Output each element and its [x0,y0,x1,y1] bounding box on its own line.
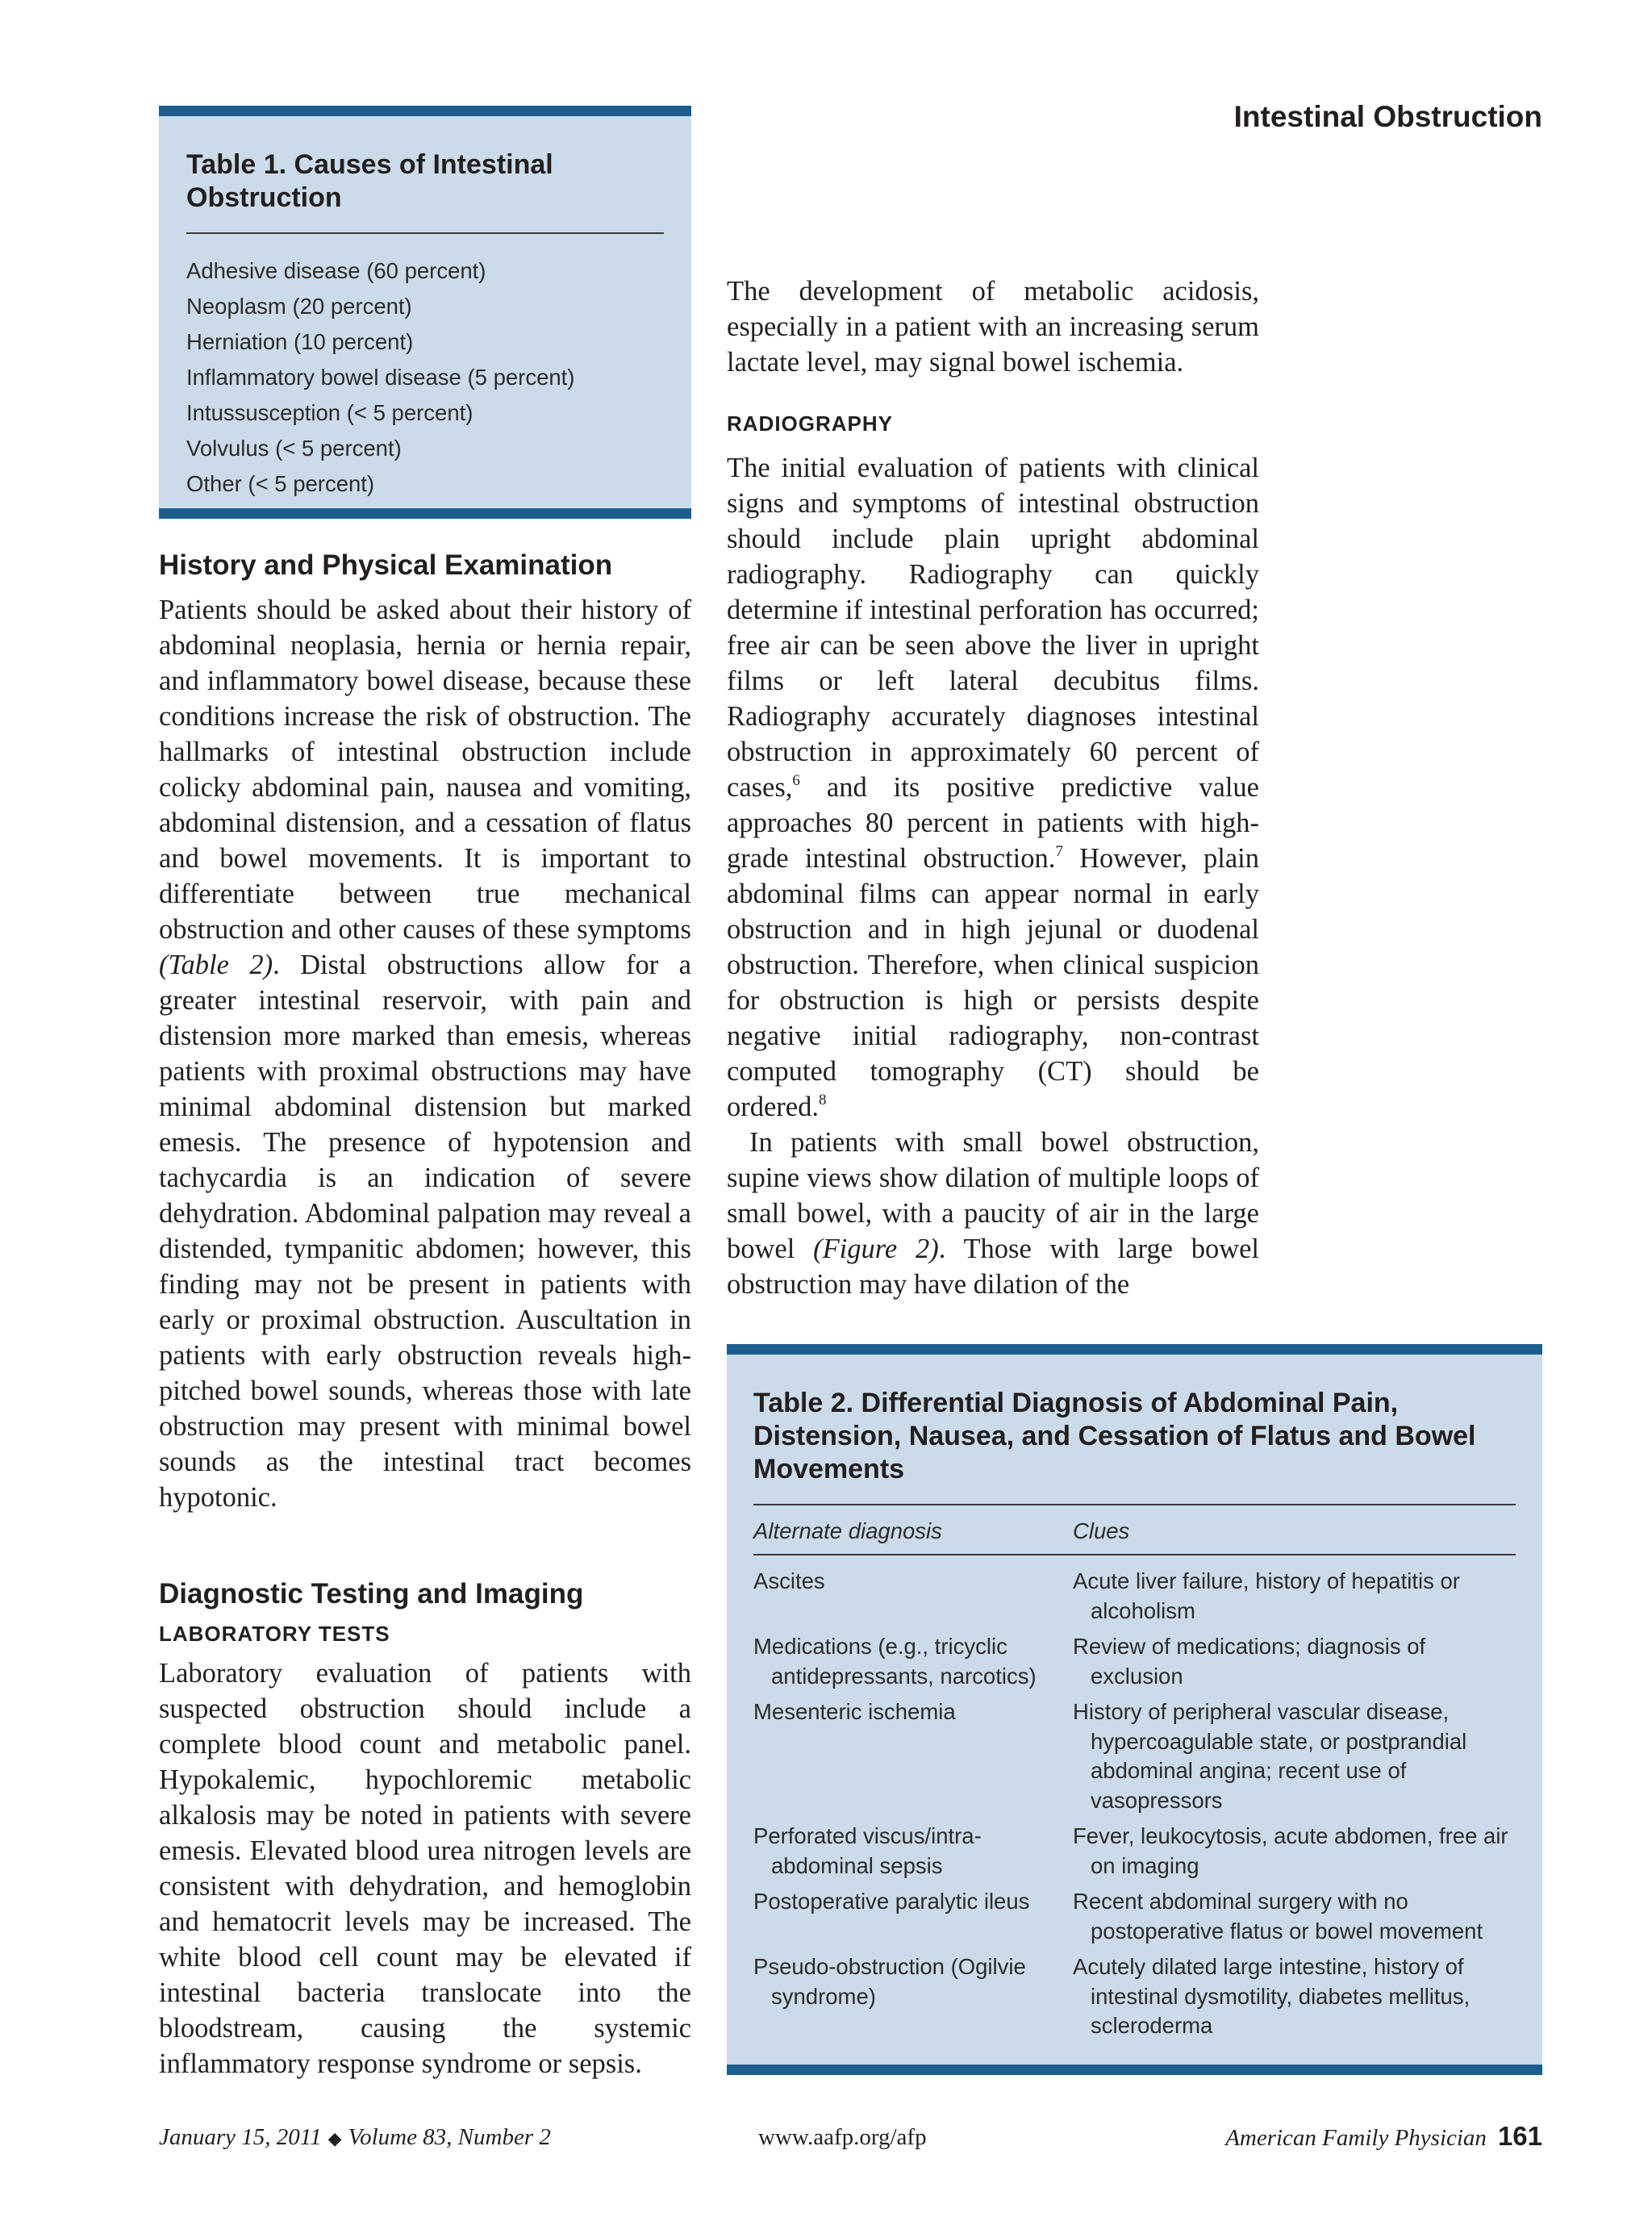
column-header-clues: Clues [1073,1518,1130,1543]
running-head: Intestinal Obstruction [1233,100,1542,133]
clue-cell: History of peripheral vascular disease, hypercoagulable state, or postprandial abdominal angina; recent use of vasopressors [1073,1699,1467,1813]
clue-cell: Acutely dilated large intestine, history of intestinal dysmotility, diabetes mellitus, scleroderma [1073,1954,1471,2038]
footer-journal [1225,2121,1542,2152]
diagnosis-cell: Pseudo-obstruction (Ogilvie syndrome) [753,1954,1026,2009]
footer-journal-name: American Family Physician [1225,2125,1487,2151]
table-1-rule [186,232,664,234]
clue-cell: Fever, leukocytosis, acute abdomen, free air on imaging [1073,1823,1508,1878]
table-2-header [753,1505,1516,1555]
small-bowel-text: . Those with large bowel obstruction may have dilation of the [727,1234,1260,1300]
footer-url: www.aafp.org/afp [758,2124,927,2150]
heading-diagnostic-testing: Diagnostic Testing and Imaging [159,1578,584,1610]
footer-issue [159,2124,551,2151]
radiography-paragraphs [727,450,1259,1302]
table-row [753,1697,1516,1815]
lab-text: Laboratory evaluation of patients with suspected obstruction should include a complete blood count and metabolic panel. Hypokalemic, hypochloremic metabolic alkalosis may be noted in patients with severe emesis. Elevated blood urea nitrogen levels are consistent with dehydration, and hemoglobin and hematocrit levels may be increased. The white blood cell count may be elevated if intestinal bacteria translocate into the bloodstream, causing the systemic inflammatory response syndrome or sepsis. [159,1658,691,2079]
history-paragraph [159,592,691,1515]
lab-paragraph [159,1656,691,2081]
table-row [753,1952,1516,2041]
diagnosis-cell: Mesenteric ischemia [753,1699,956,1724]
footer-date: January 15, 2011 [159,2124,322,2150]
history-text-cont: . Distal obstructions allow for a greater intestinal reservoir, with pain and distension more marked than emesis, whereas patients with proximal obstructions may have minimal abdominal distension but marked emesis. The presence of hypotension and tachycardia is an indication of severe dehydration. Abdominal palpation may reveal a distended, tympanitic abdomen; however, this finding may not be present in patients with early or proximal obstruction. Auscultation in patients with early obstruction reveals high-pitched bowel sounds, whereas those with late obstruction may present with minimal bowel sounds as the intestinal tract becomes hypotonic. [159,950,691,1513]
table-row [753,1567,1516,1626]
history-text: Patients should be asked about their history of abdominal neoplasia, hernia or hernia repair, and inflammatory bowel disease, because these conditions increase the risk of obstruction. The hallmarks of intestinal obstruction include colicky abdominal pain, nausea and vomiting, abdominal distension, and a cessation of flatus and bowel movements. It is important to differentiate between true mechanical obstruction and other causes of these symptoms [159,595,691,945]
footer-volume: Volume 83, Number 2 [348,2124,551,2150]
diagnosis-cell: Ascites [753,1568,825,1593]
table-2-box [727,1344,1542,2075]
column-header-diagnosis: Alternate diagnosis [753,1518,942,1543]
list-item: Other (< 5 percent) [186,471,375,496]
list-item: Intussusception (< 5 percent) [186,400,473,425]
page-number: 161 [1497,2121,1542,2151]
diamond-separator-icon: ◆ [327,2128,342,2148]
table-1-list [186,253,664,502]
clue-cell: Acute liver failure, history of hepatitis or alcoholism [1073,1568,1460,1623]
table-2-title: Table 2. Differential Diagnosis of Abdominal Pain, Distension, Nausea, and Cessation of Flatus and Bowel Movements [753,1388,1476,1484]
diagnosis-cell: Postoperative paralytic ileus [753,1889,1030,1914]
reference-8: 8 [818,1092,827,1109]
subheading-radiography: RADIOGRAPHY [727,411,894,436]
small-bowel-text: In patients with small bowel obstruction, supine views show dilation of multiple loops of small bowel, with a paucity of air in the large bowel [727,1127,1259,1264]
radio-text: and its positive predictive value approaches 80 percent in patients with high-grade intestinal obstruction. [727,772,1259,874]
clue-cell: Review of medications; diagnosis of exclusion [1073,1634,1426,1689]
table-2-body [753,1555,1516,2041]
table-1-box [159,106,691,519]
heading-history-physical: History and Physical Examination [159,549,613,581]
list-item: Herniation (10 percent) [186,329,414,354]
radio-text: The initial evaluation of patients with clinical signs and symptoms of intestinal obstruction should include plain upright abdominal radiography. Radiography can quickly determine if intestinal perforation has occurred; free air can be seen above the liver in upright films or left lateral decubitus films. Radiography accurately diagnoses intestinal obstruction in approximately 60 percent of cases, [727,453,1259,803]
table-row [753,1887,1516,1946]
reference-6: 6 [792,772,800,789]
list-item: Volvulus (< 5 percent) [186,436,402,461]
clue-cell: Recent abdominal surgery with no postoperative flatus or bowel movement [1073,1889,1483,1944]
radio-text: However, plain abdominal films can appear normal in early obstruction and in high jejunal or duodenal obstruction. Therefore, when clinical suspicion for obstruction is high or persists despite negative initial radiography, non-contrast computed tomography (CT) should be ordered. [727,843,1259,1122]
intro-text: The development of metabolic acidosis, especially in a patient with an increasing serum lactate level, may signal bowel ischemia. [727,276,1259,378]
acidosis-paragraph [727,273,1259,380]
diagnosis-cell: Perforated viscus/intra-abdominal sepsis [753,1823,982,1878]
reference-7: 7 [1055,843,1063,860]
list-item: Inflammatory bowel disease (5 percent) [186,365,575,390]
list-item: Neoplasm (20 percent) [186,294,412,319]
subheading-laboratory-tests: LABORATORY TESTS [159,1622,390,1646]
table-2-reference: (Table 2) [159,950,273,980]
figure-2-reference: (Figure 2) [813,1234,939,1264]
table-1-title: Table 1. Causes of Intestinal Obstruction [186,149,553,213]
diagnosis-cell: Medications (e.g., tricyclic antidepressants, narcotics) [753,1634,1037,1689]
table-row [753,1632,1516,1691]
list-item: Adhesive disease (60 percent) [186,258,486,283]
table-row [753,1822,1516,1881]
